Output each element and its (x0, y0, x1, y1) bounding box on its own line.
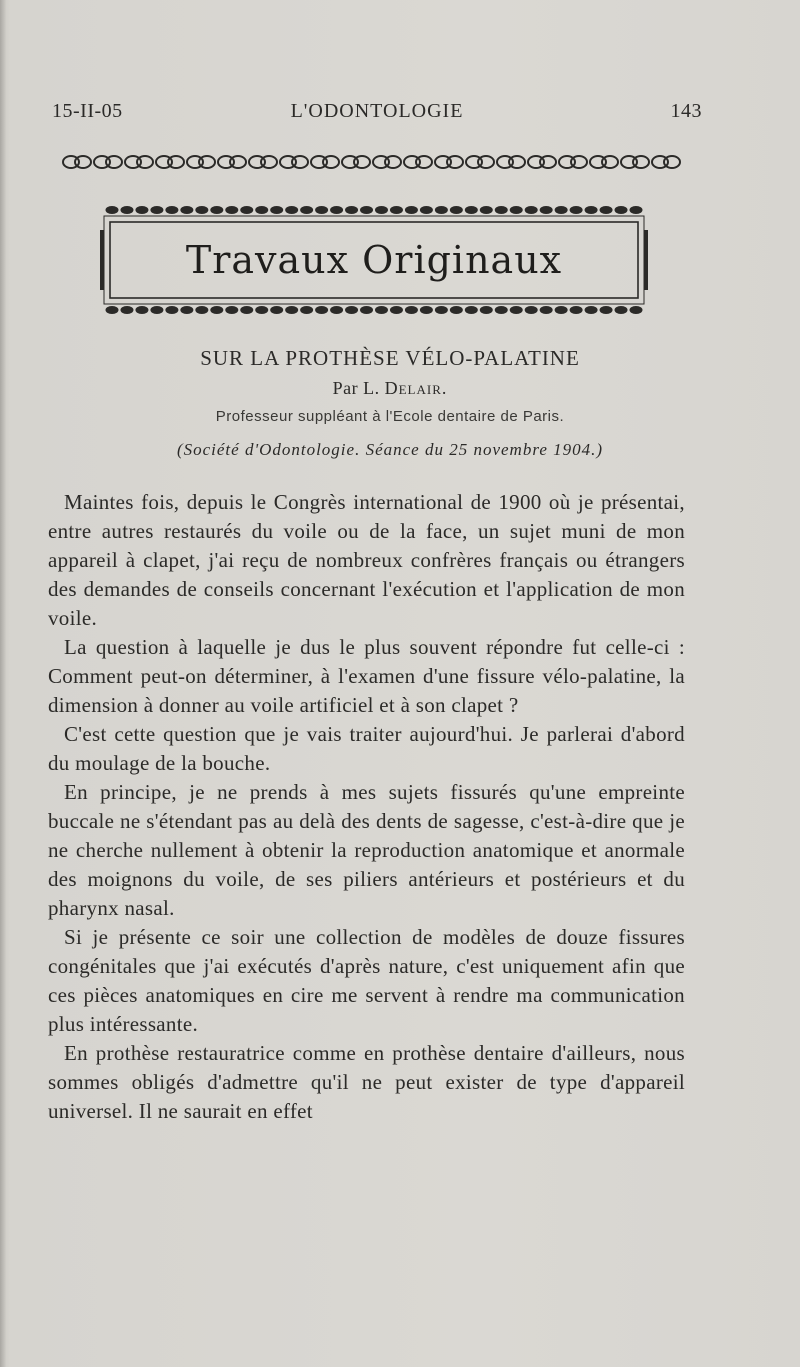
frame-bead (135, 206, 148, 214)
frame-bead (285, 206, 298, 214)
frame-bead (300, 306, 313, 314)
frame-bead (240, 206, 253, 214)
paragraph: En prothèse restauratrice comme en prothèse dentaire d'ailleurs, nous sommes obligés d'admettre qu'il ne peut exister de type d'appareil universel. Il ne saurait en effet (48, 1041, 685, 1123)
frame-bead (420, 206, 433, 214)
ornament-link (249, 156, 277, 168)
ornament-link (218, 156, 246, 168)
frame-bead (615, 206, 628, 214)
frame-bead (510, 306, 523, 314)
frame-bead (435, 306, 448, 314)
frame-bead (210, 206, 223, 214)
frame-bead (120, 306, 133, 314)
ornament-border (62, 150, 682, 174)
frame-bead (165, 206, 178, 214)
section-title: Travaux Originaux (185, 238, 563, 282)
frame-bead (630, 206, 643, 214)
ornament-link (590, 156, 618, 168)
frame-bead (240, 306, 253, 314)
frame-bead (510, 206, 523, 214)
ornament-link (156, 156, 184, 168)
article-title: SUR LA PROTHÈSE VÉLO-PALATINE (200, 346, 580, 370)
frame-bead (600, 206, 613, 214)
ornament-link (342, 156, 370, 168)
ornament-link (497, 156, 525, 168)
frame-bead (555, 206, 568, 214)
frame-bead (225, 206, 238, 214)
frame-bead (375, 206, 388, 214)
frame-bead (495, 306, 508, 314)
frame-bead (465, 206, 478, 214)
frame-bead (210, 306, 223, 314)
frame-bead (480, 206, 493, 214)
frame-bead (285, 306, 298, 314)
frame-bead (525, 206, 538, 214)
frame-bead (390, 306, 403, 314)
ornament-link (373, 156, 401, 168)
frame-bead (480, 306, 493, 314)
author-name: Delair. (384, 378, 448, 398)
frame-bead (405, 206, 418, 214)
frame-bead (106, 306, 119, 314)
frame-bead (360, 206, 373, 214)
frame-bead (420, 306, 433, 314)
frame-bead (555, 306, 568, 314)
frame-bead (120, 206, 133, 214)
ornament-link (621, 156, 649, 168)
frame-bead (150, 206, 163, 214)
frame-bead (450, 206, 463, 214)
frame-bead (225, 306, 238, 314)
author-affiliation: Professeur suppléant à l'Ecole dentaire de Paris. (215, 408, 565, 425)
paragraph: C'est cette question que je vais traiter aujourd'hui. Je parlerai d'abord du moulage de la bouche. (48, 722, 685, 775)
frame-bead (495, 206, 508, 214)
section-title-holder (100, 238, 648, 282)
frame-bead (570, 206, 583, 214)
frame-bead (615, 306, 628, 314)
frame-bead (375, 306, 388, 314)
ornament-link (125, 156, 153, 168)
byline-prefix: Par L. (332, 378, 380, 398)
paragraph: En principe, je ne prends à mes sujets fissurés qu'une empreinte buccale ne s'étendant pas au delà des dents de sagesse, c'est-à-dire que je ne cherche nullement à obtenir la reproduction anatomique et anormale des moignons du voile, de ses piliers antérieurs et postérieurs et du pharynx nasal. (48, 780, 685, 920)
frame-bead (345, 306, 358, 314)
frame-bead (315, 206, 328, 214)
frame-bead (330, 206, 343, 214)
ornament-link (63, 156, 91, 168)
frame-bead (180, 306, 193, 314)
article-body (48, 488, 685, 1126)
paragraph: Maintes fois, depuis le Congrès international de 1900 où je présentai, entre autres restaurés du voile ou de la face, un sujet muni de mon appareil à clapet, j'ai reçu de nombreux confrères français ou étrangers des demandes de conseils concernant l'exécution et l'application de mon voile. (48, 490, 685, 630)
frame-bead (570, 306, 583, 314)
frame-bead (195, 206, 208, 214)
ornament-link (528, 156, 556, 168)
frame-bead (330, 306, 343, 314)
frame-bead (600, 306, 613, 314)
ornament-link (559, 156, 587, 168)
frame-bead (630, 306, 643, 314)
frame-bead (195, 306, 208, 314)
frame-bead (390, 206, 403, 214)
frame-bead (585, 206, 598, 214)
ornament-link (94, 156, 122, 168)
frame-bead (345, 206, 358, 214)
paragraph: Si je présente ce soir une collection de modèles de douze fissures congénitales que j'ai exécutés d'après nature, c'est uniquement afin que ces pièces anatomiques en cire me servent à rendre ma communication plus intéressante. (48, 925, 685, 1036)
frame-bead (405, 306, 418, 314)
frame-bead (255, 206, 268, 214)
frame-bead (106, 206, 119, 214)
issue-date: 15-II-05 (52, 100, 123, 122)
frame-bead (360, 306, 373, 314)
frame-bead (450, 306, 463, 314)
frame-bead (180, 206, 193, 214)
journal-name: L'ODONTOLOGIE (290, 100, 464, 122)
frame-bead (585, 306, 598, 314)
ornament-link (187, 156, 215, 168)
session-note: (Société d'Odontologie. Séance du 25 novembre 1904.) (176, 440, 604, 459)
paragraph: La question à laquelle je dus le plus souvent répondre fut celle-ci : Comment peut-on déterminer, à l'examen d'une fissure vélo-palatine, la dimension à donner au voile artificiel et à son clapet ? (48, 635, 685, 717)
ornament-link (404, 156, 432, 168)
page-number: 143 (670, 100, 702, 122)
frame-bead (165, 306, 178, 314)
frame-bead (270, 306, 283, 314)
ornament-link (311, 156, 339, 168)
frame-bead (540, 306, 553, 314)
frame-bead (435, 206, 448, 214)
byline (50, 378, 730, 399)
frame-bead (135, 306, 148, 314)
frame-bead (300, 206, 313, 214)
frame-bead (255, 306, 268, 314)
page-edge-shadow (0, 0, 6, 1367)
frame-bead (270, 206, 283, 214)
ornament-link (280, 156, 308, 168)
ornament-link (652, 156, 680, 168)
frame-bead (150, 306, 163, 314)
ornament-link (435, 156, 463, 168)
frame-bead (540, 206, 553, 214)
ornament-link (466, 156, 494, 168)
frame-bead (465, 306, 478, 314)
frame-bead (315, 306, 328, 314)
frame-bead (525, 306, 538, 314)
